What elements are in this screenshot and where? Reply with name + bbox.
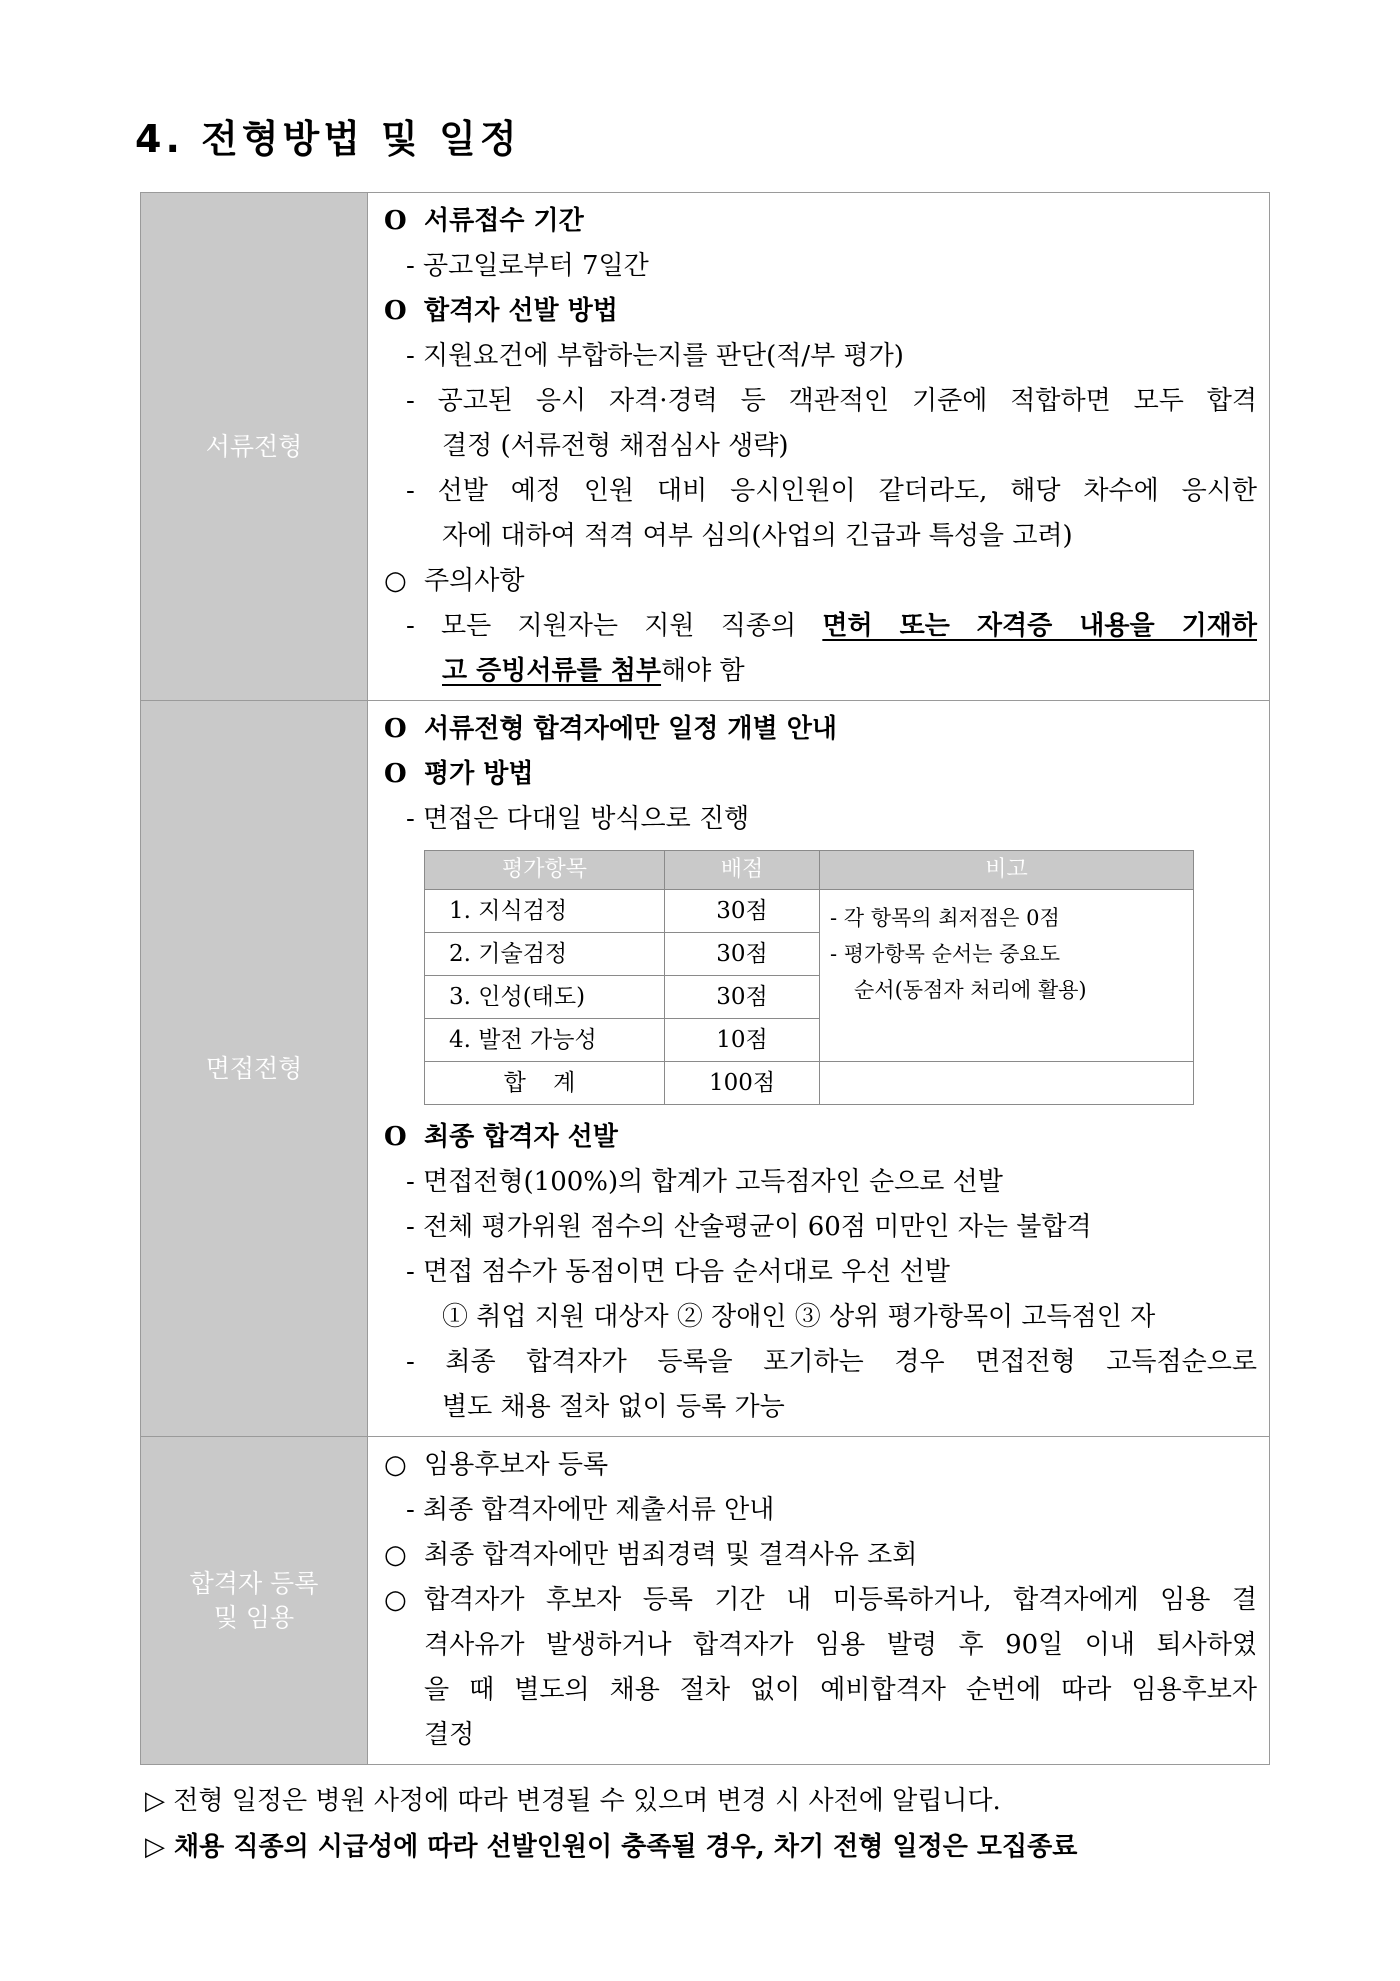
label-registration-appointment: 합격자 등록 및 임용 xyxy=(141,1437,368,1765)
cell-points: 10점 xyxy=(665,1019,820,1062)
cell-points: 30점 xyxy=(665,976,820,1019)
cell-points: 30점 xyxy=(665,890,820,933)
content-document-screening xyxy=(368,193,1270,701)
cell-total-label: 합 계 xyxy=(425,1062,665,1105)
col-header-points: 배점 xyxy=(665,851,820,890)
bullet-objective-criteria: - 공고된 응시 자격·경력 등 객관적인 기준에 적합하면 모두 합격 xyxy=(406,386,1257,416)
heading-notes: ○ 주의사항 xyxy=(384,566,525,596)
heading-reserve-candidate: ○ 합격자가 후보자 등록 기간 내 미등록하거나, 합격자에게 임용 결 xyxy=(384,1585,1257,1615)
bullet-withdrawal: - 최종 합격자가 등록을 포기하는 경우 면접전형 고득점순으로 xyxy=(406,1347,1257,1377)
bullet-applicant-count: - 선발 예정 인원 대비 응시인원이 같더라도, 해당 차수에 응시한 xyxy=(406,476,1257,506)
heading-selection-method: O 합격자 선발 방법 xyxy=(384,296,618,326)
heading-evaluation-method: O 평가 방법 xyxy=(384,759,534,789)
reserve-candidate-cont-1: 격사유가 발생하거나 합격자가 임용 발령 후 90일 이내 퇴사하였 xyxy=(424,1630,1257,1660)
cell-total-remarks xyxy=(820,1062,1194,1105)
cell-remarks xyxy=(820,890,1194,1062)
row-interview-screening xyxy=(141,701,1270,1437)
bullet-tie-break-order: ① 취업 지원 대상자 ② 장애인 ③ 상위 평가항목이 고득점인 자 xyxy=(442,1302,1156,1332)
cell-item: 1. 지식검정 xyxy=(425,890,665,933)
selection-table xyxy=(140,192,1270,1765)
heading-candidate-registration: ○ 임용후보자 등록 xyxy=(384,1450,609,1480)
row-document-screening xyxy=(141,193,1270,701)
reserve-candidate-cont-3: 결정 xyxy=(424,1720,475,1750)
bullet-license-required-cont: 고 증빙서류를 첨부해야 함 xyxy=(442,656,745,686)
cell-points: 30점 xyxy=(665,933,820,976)
content-registration-appointment xyxy=(368,1437,1270,1765)
bullet-panel-interview: - 면접은 다대일 방식으로 진행 xyxy=(406,804,750,834)
table-row-total xyxy=(425,1062,1194,1105)
bullet-fail-threshold: - 전체 평가위원 점수의 산술평균이 60점 미만인 자는 불합격 xyxy=(406,1212,1092,1242)
cell-item: 4. 발전 가능성 xyxy=(425,1019,665,1062)
row-registration-appointment xyxy=(141,1437,1270,1765)
bullet-applicant-count-cont: 자에 대하여 적격 여부 심의(사업의 긴급과 특성을 고려) xyxy=(442,521,1073,551)
footnote-early-close: ▷ 채용 직종의 시급성에 따라 선발인원이 충족될 경우, 차기 전형 일정은 모집종료 xyxy=(145,1832,1078,1862)
cell-item: 2. 기술검정 xyxy=(425,933,665,976)
col-header-remarks: 비고 xyxy=(820,851,1194,890)
bullet-eligibility: - 지원요건에 부합하는지를 판단(적/부 평가) xyxy=(406,341,904,371)
footnote-schedule-change: ▷ 전형 일정은 병원 사정에 따라 변경될 수 있으며 변경 시 사전에 알립니다. xyxy=(145,1786,1001,1816)
heading-background-check: ○ 최종 합격자에만 범죄경력 및 결격사유 조회 xyxy=(384,1540,918,1570)
reserve-candidate-cont-2: 을 때 별도의 채용 절차 없이 예비합격자 순번에 따라 임용후보자 xyxy=(424,1675,1257,1705)
bullet-withdrawal-cont: 별도 채용 절차 없이 등록 가능 xyxy=(442,1392,785,1422)
bullet-license-required: - 모든 지원자는 지원 직종의 면허 또는 자격증 내용을 기재하 xyxy=(406,611,1257,641)
heading-individual-notice: O 서류전형 합격자에만 일정 개별 안내 xyxy=(384,714,837,744)
evaluation-score-table xyxy=(424,850,1194,1105)
table-row xyxy=(425,890,1194,933)
bullet-ranking: - 면접전형(100%)의 합계가 고득점자인 순으로 선발 xyxy=(406,1167,1003,1197)
heading-application-period: O 서류접수 기간 xyxy=(384,206,584,236)
bullet-application-period: - 공고일로부터 7일간 xyxy=(406,251,649,281)
bullet-submission-docs: - 최종 합격자에만 제출서류 안내 xyxy=(406,1495,775,1525)
cell-total-points: 100점 xyxy=(665,1062,820,1105)
bullet-tie-break: - 면접 점수가 동점이면 다음 순서대로 우선 선발 xyxy=(406,1257,950,1287)
remark-order-cont: 순서(동점자 처리에 활용) xyxy=(854,978,1087,1002)
remark-order: - 평가항목 순서는 중요도 xyxy=(830,942,1060,966)
label-document-screening: 서류전형 xyxy=(141,193,368,701)
content-interview-screening xyxy=(368,701,1270,1437)
heading-final-selection: O 최종 합격자 선발 xyxy=(384,1122,618,1152)
cell-item: 3. 인성(태도) xyxy=(425,976,665,1019)
bullet-objective-criteria-cont: 결정 (서류전형 채점심사 생략) xyxy=(442,431,789,461)
page-title: 4. 전형방법 및 일정 xyxy=(135,117,521,161)
col-header-item: 평가항목 xyxy=(425,851,665,890)
label-interview-screening: 면접전형 xyxy=(141,701,368,1437)
remark-min-score: - 각 항목의 최저점은 0점 xyxy=(830,906,1060,930)
